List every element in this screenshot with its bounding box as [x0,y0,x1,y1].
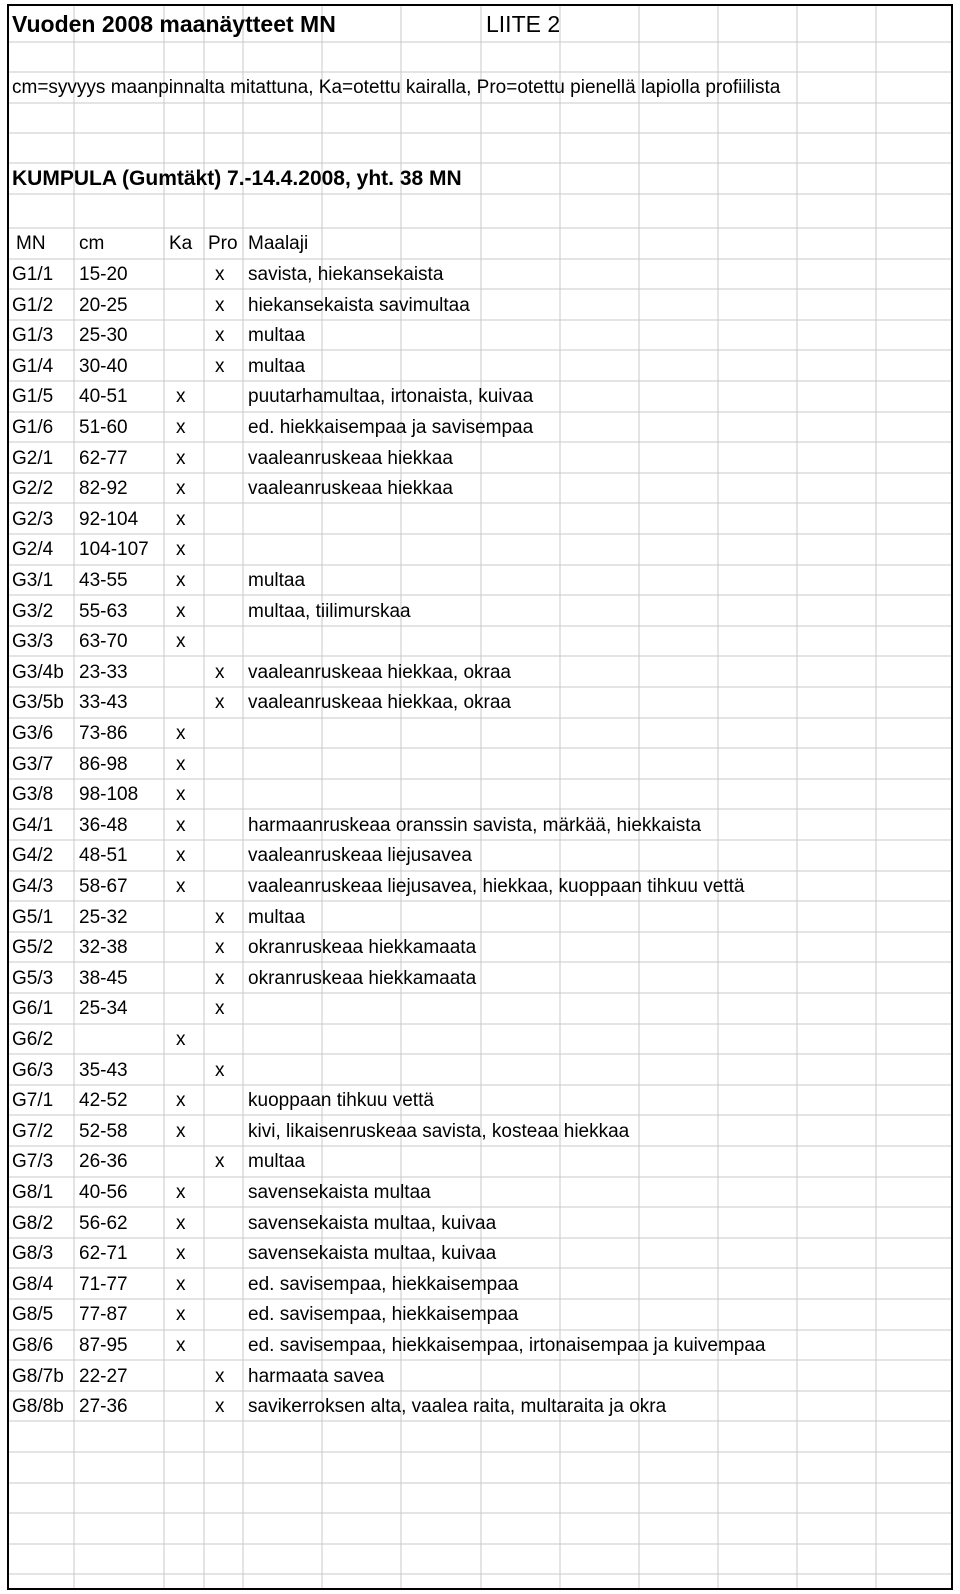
sample-id-cell: G2/3 [12,508,54,530]
profile-mark-cell [212,596,215,627]
table-row [9,259,951,290]
sample-id-cell: G4/2 [12,845,54,867]
profile-mark-cell [212,1024,215,1055]
sample-id-cell: G2/1 [12,447,54,469]
sample-id-cell: G8/2 [12,1212,54,1234]
depth-cell: 52-58 [79,1120,128,1142]
soil-type-cell: multaa [248,325,306,347]
depth-cell: 87-95 [79,1335,128,1356]
soil-type-cell: savensekaista multaa, kuivaa [248,1212,497,1234]
profile-mark-cell [212,871,215,902]
auger-mark-cell [173,993,176,1024]
table-row [9,565,951,596]
depth-cell: 77-87 [79,1304,128,1326]
auger-mark-cell: x [176,386,186,408]
auger-mark-cell: x [176,1182,186,1203]
profile-mark-cell [212,1116,215,1147]
table-row [9,1361,951,1392]
depth-cell: 35-43 [79,1059,128,1081]
soil-type-cell [245,749,248,780]
table-row [9,718,951,749]
auger-mark-cell: x [176,845,186,867]
sample-id-cell: G4/3 [12,876,54,897]
sample-id-cell: G8/3 [12,1243,54,1265]
soil-type-cell: savensekaista multaa [248,1182,431,1203]
table-row [9,1116,951,1147]
sample-id-cell: G3/4b [12,661,64,683]
table-row [9,1391,951,1422]
soil-type-cell: ed. savisempaa, hiekkaisempaa [248,1304,519,1326]
table-row [9,963,951,994]
table-row [9,902,951,933]
sample-id-cell: G2/2 [12,478,54,500]
soil-type-cell: multaa, tiilimurskaa [248,600,411,622]
auger-mark-cell: x [176,1212,186,1234]
depth-cell: 26-36 [79,1151,128,1173]
profile-mark-cell: x [215,906,225,928]
auger-mark-cell [173,1391,176,1422]
depth-cell: 40-51 [79,386,128,408]
sample-id-cell: G5/2 [12,937,54,959]
profile-mark-cell [212,779,215,810]
profile-mark-cell [212,534,215,565]
auger-mark-cell: x [176,753,186,775]
sample-id-cell: G1/5 [12,386,54,408]
depth-cell: 25-30 [79,325,128,347]
profile-mark-cell: x [215,998,225,1020]
depth-cell: 25-34 [79,998,128,1020]
auger-mark-cell: x [176,508,186,530]
soil-type-cell: kuoppaan tihkuu vettä [248,1090,434,1112]
auger-mark-cell [173,932,176,963]
depth-cell: 55-63 [79,600,128,622]
soil-type-cell: ed. savisempaa, hiekkaisempaa, irtonaisempaa ja kuivempaa [248,1335,766,1356]
profile-mark-cell: x [215,1059,225,1081]
table-row [9,1330,951,1361]
profile-mark-cell [212,504,215,535]
sample-id-cell: G1/4 [12,355,54,377]
attachment-label: LIITE 2 [486,11,561,37]
auger-mark-cell: x [176,1090,186,1112]
profile-mark-cell: x [215,355,225,377]
legend-row [9,72,951,103]
soil-type-cell: ed. savisempaa, hiekkaisempaa [248,1273,519,1295]
profile-mark-cell [212,1208,215,1239]
sample-id-cell: G1/6 [12,417,54,438]
table-row [9,1085,951,1116]
table-row [9,1299,951,1330]
profile-mark-cell [212,1085,215,1116]
depth-cell: 63-70 [79,631,128,653]
table-row [9,932,951,963]
soil-type-cell: okranruskeaa hiekkamaata [248,967,477,989]
auger-mark-cell: x [176,1029,186,1050]
document-title: Vuoden 2008 maanäytteet MN [12,11,336,37]
soil-type-cell: harmaanruskeaa oranssin savista, märkää, hiekkaista [248,814,702,836]
auger-mark-cell: x [176,876,186,897]
table-row [9,840,951,871]
profile-mark-cell [212,1299,215,1330]
soil-type-cell [245,534,248,565]
sample-id-cell: G8/7b [12,1365,64,1387]
auger-mark-cell: x [176,417,186,438]
sample-id-cell: G3/8 [12,784,54,806]
auger-mark-cell: x [176,1120,186,1142]
table-row [9,657,951,688]
table-row [9,1208,951,1239]
auger-mark-cell [173,320,176,351]
profile-mark-cell [212,1177,215,1208]
depth-cell: 43-55 [79,570,128,591]
profile-mark-cell: x [215,661,225,683]
table-row [9,810,951,841]
soil-type-cell: vaaleanruskeaa hiekkaa [248,478,453,500]
depth-cell: 15-20 [79,264,128,285]
soil-type-cell: hiekansekaista savimultaa [248,294,470,316]
spreadsheet-sheet [7,4,953,1590]
soil-type-cell: ed. hiekkaisempaa ja savisempaa [248,417,534,438]
depth-cell: 30-40 [79,355,128,377]
profile-mark-cell [212,1238,215,1269]
sample-id-cell: G5/1 [12,906,54,928]
depth-cell: 48-51 [79,845,128,867]
depth-cell: 58-67 [79,876,128,897]
table-row [9,504,951,535]
soil-type-cell: vaaleanruskeaa hiekkaa, okraa [248,692,512,714]
soil-type-cell [245,718,248,749]
depth-cell: 32-38 [79,937,128,959]
sample-id-cell: G4/1 [12,814,54,836]
auger-mark-cell: x [176,784,186,806]
table-row [9,1055,951,1086]
profile-mark-cell: x [215,937,225,959]
auger-mark-cell: x [176,631,186,653]
sample-id-cell: G3/2 [12,600,54,622]
auger-mark-cell [173,687,176,718]
depth-cell: 82-92 [79,478,128,500]
depth-cell: 40-56 [79,1182,128,1203]
sample-id-cell: G3/1 [12,570,54,591]
soil-type-cell: kivi, likaisenruskeaa savista, kosteaa hiekkaa [248,1120,630,1142]
profile-mark-cell [212,749,215,780]
soil-type-cell: multaa [248,1151,306,1173]
sample-id-cell: G3/7 [12,753,54,775]
auger-mark-cell: x [176,600,186,622]
profile-mark-cell [212,443,215,474]
auger-mark-cell [173,290,176,321]
depth-cell: 20-25 [79,294,128,316]
auger-mark-cell [173,657,176,688]
table-row [9,443,951,474]
table-row [9,871,951,902]
sample-id-cell: G8/8b [12,1396,64,1418]
profile-mark-cell [212,473,215,504]
sample-id-cell: G6/1 [12,998,54,1020]
sample-id-cell: G7/1 [12,1090,54,1112]
auger-mark-cell [173,1361,176,1392]
profile-mark-cell: x [215,264,225,285]
header-mn: MN [16,233,46,254]
sample-id-cell: G3/5b [12,692,64,714]
table-row [9,290,951,321]
auger-mark-cell: x [176,447,186,469]
depth-cell: 33-43 [79,692,128,714]
legend-text: cm=syvyys maanpinnalta mitattuna, Ka=otettu kairalla, Pro=otettu pienellä lapiolla profiilista [12,77,781,98]
profile-mark-cell [212,1269,215,1300]
auger-mark-cell: x [176,570,186,591]
depth-cell: 86-98 [79,753,128,775]
soil-type-cell [245,504,248,535]
soil-type-cell: savista, hiekansekaista [248,264,444,285]
profile-mark-cell: x [215,692,225,714]
sample-id-cell: G8/4 [12,1273,54,1295]
auger-mark-cell: x [176,1243,186,1265]
soil-type-cell: vaaleanruskeaa hiekkaa, okraa [248,661,512,683]
soil-type-cell [245,993,248,1024]
title-row [9,7,951,38]
profile-mark-cell: x [215,1365,225,1387]
header-ka: Ka [169,233,193,254]
depth-cell: 36-48 [79,814,128,836]
profile-mark-cell [212,840,215,871]
soil-type-cell [245,1024,248,1055]
depth-cell: 27-36 [79,1396,128,1418]
table-row [9,1177,951,1208]
sample-id-cell: G1/2 [12,294,54,316]
auger-mark-cell [173,963,176,994]
auger-mark-cell [173,351,176,382]
profile-mark-cell [212,810,215,841]
table-row [9,1238,951,1269]
sample-id-cell: G7/3 [12,1151,54,1173]
table-row [9,993,951,1024]
auger-mark-cell [173,902,176,933]
sample-id-cell: G6/2 [12,1029,54,1050]
table-row [9,534,951,565]
auger-mark-cell: x [176,478,186,500]
auger-mark-cell: x [176,1304,186,1326]
depth-cell: 92-104 [79,508,139,530]
profile-mark-cell [212,718,215,749]
soil-type-cell [245,779,248,810]
table-row [9,473,951,504]
sample-id-cell: G5/3 [12,967,54,989]
table-row [9,412,951,443]
soil-type-cell: multaa [248,570,306,591]
soil-type-cell: vaaleanruskeaa liejusavea, hiekkaa, kuoppaan tihkuu vettä [248,876,745,897]
profile-mark-cell [212,412,215,443]
depth-cell: 22-27 [79,1365,128,1387]
depth-cell: 51-60 [79,417,128,438]
depth-cell: 23-33 [79,661,128,683]
table-row [9,1024,951,1055]
sample-id-cell: G6/3 [12,1059,54,1081]
table-header-row [9,228,951,259]
table-row [9,626,951,657]
soil-type-cell: vaaleanruskeaa hiekkaa [248,447,453,469]
soil-type-cell: multaa [248,355,306,377]
depth-cell [76,1024,79,1055]
profile-mark-cell [212,381,215,412]
sample-id-cell: G7/2 [12,1120,54,1142]
soil-type-cell: puutarhamultaa, irtonaista, kuivaa [248,386,534,408]
table-row [9,320,951,351]
table-row [9,351,951,382]
depth-cell: 62-71 [79,1243,128,1265]
profile-mark-cell: x [215,1396,225,1418]
table-row [9,687,951,718]
depth-cell: 25-32 [79,906,128,928]
table-row [9,381,951,412]
auger-mark-cell [173,1146,176,1177]
sample-id-cell: G8/1 [12,1182,54,1203]
header-cm: cm [79,233,105,254]
soil-type-cell: vaaleanruskeaa liejusavea [248,845,472,867]
profile-mark-cell [212,626,215,657]
depth-cell: 98-108 [79,784,139,806]
depth-cell: 38-45 [79,967,128,989]
table-row [9,1146,951,1177]
auger-mark-cell: x [176,1335,186,1356]
table-row [9,779,951,810]
header-pro: Pro [208,233,238,254]
site-heading: KUMPULA (Gumtäkt) 7.-14.4.2008, yht. 38 MN [12,167,462,190]
table-row [9,749,951,780]
soil-type-cell: harmaata savea [248,1365,385,1387]
depth-cell: 73-86 [79,723,128,744]
header-maalaji: Maalaji [248,233,309,254]
soil-type-cell: savensekaista multaa, kuivaa [248,1243,497,1265]
sample-id-cell: G2/4 [12,539,54,561]
soil-type-cell: okranruskeaa hiekkamaata [248,937,477,959]
sample-id-cell: G1/3 [12,325,54,347]
sample-id-cell: G3/3 [12,631,54,653]
profile-mark-cell: x [215,967,225,989]
profile-mark-cell [212,1330,215,1361]
auger-mark-cell: x [176,1273,186,1295]
site-row [9,163,951,194]
auger-mark-cell [173,259,176,290]
depth-cell: 56-62 [79,1212,128,1234]
sample-id-cell: G1/1 [12,264,54,285]
profile-mark-cell [212,565,215,596]
table-row [9,1269,951,1300]
soil-type-cell [245,626,248,657]
profile-mark-cell: x [215,1151,225,1173]
auger-mark-cell: x [176,723,186,744]
soil-type-cell [245,1055,248,1086]
soil-type-cell: savikerroksen alta, vaalea raita, multaraita ja okra [248,1396,667,1418]
sample-id-cell: G3/6 [12,723,54,744]
auger-mark-cell: x [176,814,186,836]
table-row [9,596,951,627]
depth-cell: 104-107 [79,539,149,561]
sample-id-cell: G8/6 [12,1335,54,1356]
depth-cell: 71-77 [79,1273,128,1295]
depth-cell: 62-77 [79,447,128,469]
depth-cell: 42-52 [79,1090,128,1112]
auger-mark-cell: x [176,539,186,561]
profile-mark-cell: x [215,294,225,316]
auger-mark-cell [173,1055,176,1086]
soil-type-cell: multaa [248,906,306,928]
sample-id-cell: G8/5 [12,1304,54,1326]
profile-mark-cell: x [215,325,225,347]
